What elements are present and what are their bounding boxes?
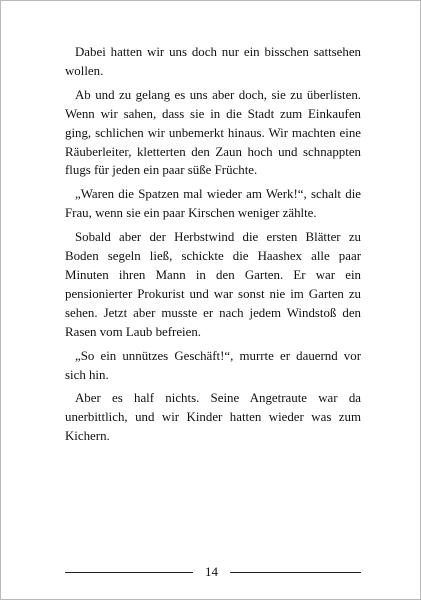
footer-rule-left — [65, 572, 193, 573]
page-number: 14 — [205, 564, 218, 579]
paragraph-3: „Waren die Spatzen mal wieder am Werk!“, schalt die Frau, wenn sie ein paar Kirschen weniger zählte. — [65, 187, 361, 221]
paragraph-5: „So ein unnützes Geschäft!“, murrte er dauernd vor sich hin. — [65, 348, 361, 382]
paragraph-1: Dabei hatten wir uns doch nur ein bisschen sattsehen wollen. — [65, 45, 361, 78]
body-text — [65, 43, 361, 451]
paragraph-2: Ab und zu gelang es uns aber doch, sie zu überlisten. Wenn wir sahen, dass sie in die Stadt zum Einkaufen ging, schlichen wir unbemerkt hinaus. Wir machten eine Räuberleiter, kletterten den Zaun hoch und schnappten flugs für jeden ein paar süße Früchte. — [65, 87, 361, 178]
paragraph-4: Sobald aber der Herbstwind die ersten Blätter zu Boden segeln ließ, schickte die Haashex alle paar Minuten ihren Mann in den Garten. Er war ein pensionierter Prokurist und war sonst nie im Garten zu sehen. Jetzt aber musste er nach jedem Windstoß den Rasen vom Laub befreien. — [65, 230, 361, 339]
footer-rule-right — [230, 572, 361, 573]
paragraph-6: Aber es half nichts. Seine Angetraute war da unerbittlich, und wir Kinder hatten wieder was zum Kichern. — [65, 391, 361, 444]
